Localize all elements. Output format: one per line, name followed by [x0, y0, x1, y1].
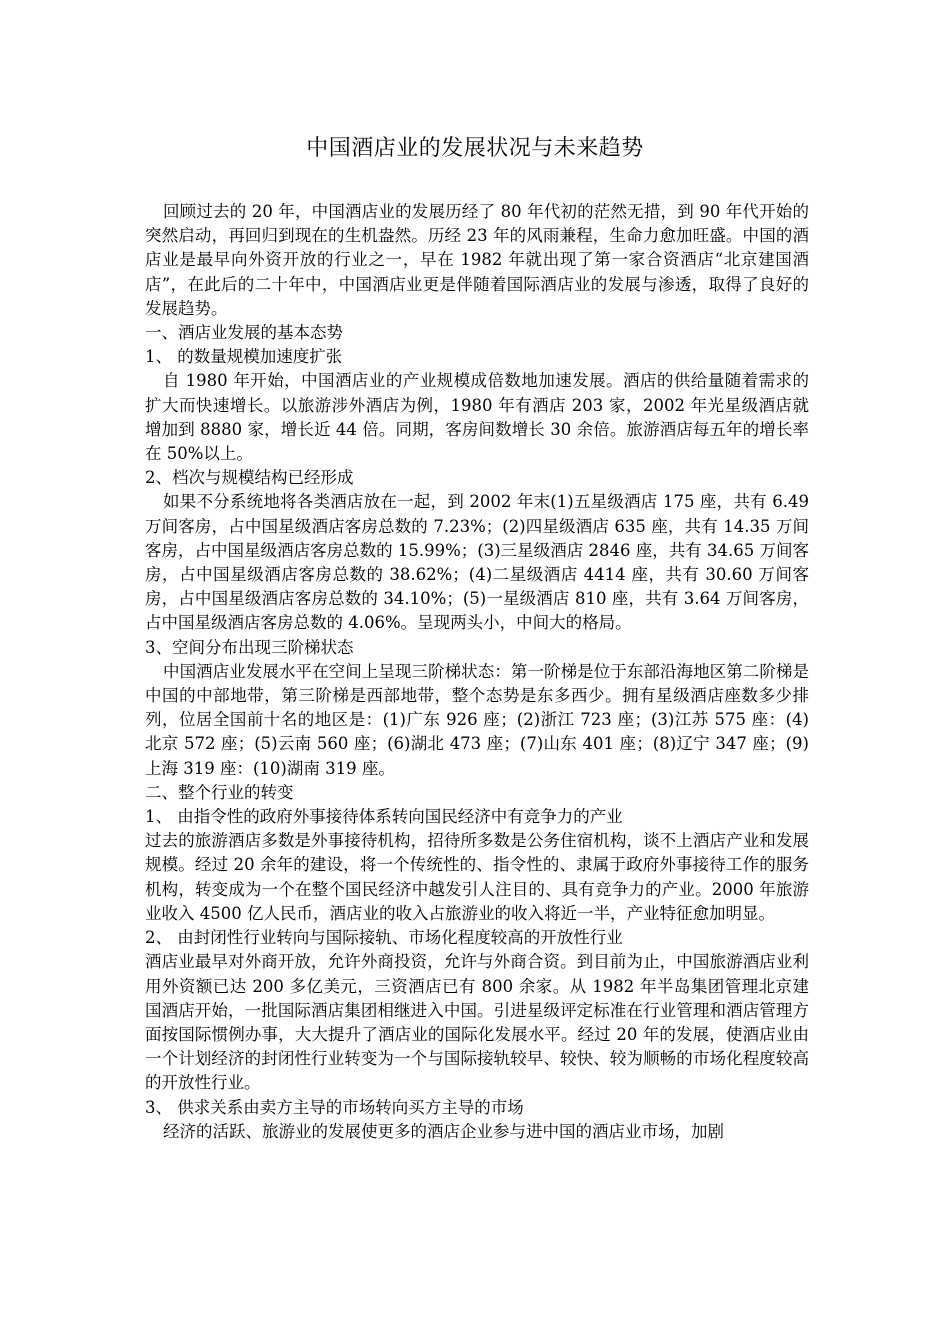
section-heading-2: 二、整个行业的转变 [145, 782, 294, 802]
paragraph-industry-transition: 过去的旅游酒店多数是外事接待机构，招待所多数是公务住宿机构，谈不上酒店产业和发展规模。经过 20 余年的建设，将一个传统性的、指令性的、隶属于政府外事接待工作的服务机构，转变成为一个在整个国民经济中越发引人注目的、具有竞争力的产业。2000 年旅游业收入 4500 亿人民币，酒店业的收入占旅游业的收入将近一半，产业特征愈加明显。 [145, 831, 809, 923]
document-title: 中国酒店业的发展状况与未来趋势 [306, 136, 644, 161]
subsection-heading-1-3: 3、空间分布出现三阶梯状态 [145, 637, 354, 657]
subsection-heading-2-3: 3、 供求关系由卖方主导的市场转向买方主导的市场 [145, 1097, 524, 1117]
paragraph-star-structure: 如果不分系统地将各类酒店放在一起，到 2002 年末(1)五星级酒店 175 座，共有 6.49 万间客房，占中国星级酒店客房总数的 7.23%；(2)四星级酒店 635 座，共有 14.35 万间客房，占中国星级酒店客房总数的 15.99%；(3)三星级酒店 2846 座，共有 34.65 万间客房，占中国星级酒店客房总数的 38.62%；(4)二星级酒店 4414 座，共有 30.60 万间客房，占中国星级酒店客房总数的 34.10%；(5)一星级酒店 810 座，共有 3.64 万间客房，占中国星级酒店客房总数的 4.06%。呈现两头小，中间大的格局。 [145, 492, 809, 633]
paragraph-scale-expansion: 自 1980 年开始，中国酒店业的产业规模成倍数地加速发展。酒店的供给量随着需求的扩大而快速增长。以旅游涉外酒店为例，1980 年有酒店 203 家，2002 年光星级酒店就增加到 8880 家，增长近 44 倍。同期，客房间数增长 30 余倍。旅游酒店每五年的增长率在 50%以上。 [145, 371, 809, 464]
subsection-heading-2-2: 2、 由封闭性行业转向与国际接轨、市场化程度较高的开放性行业 [145, 928, 623, 948]
intro-paragraph: 回顾过去的 20 年，中国酒店业的发展历经了 80 年代初的茫然无措，到 90 年代开始的突然启动，再回归到现在的生机盎然。历经 23 年的风雨兼程，生命力愈加旺盛。中国的酒店业是最早向外资开放的行业之一，早在 1982 年就出现了第一家合资酒店“北京建国酒店”，在此后的二十年中，中国酒店业更是伴随着国际酒店业的发展与渗透，取得了良好的发展趋势。 [145, 202, 809, 318]
paragraph-spatial-distribution: 中国酒店业发展水平在空间上呈现三阶梯状态：第一阶梯是位于东部沿海地区第二阶梯是中国的中部地带，第三阶梯是西部地带，整个态势是东多西少。拥有星级酒店座数多少排列，位居全国前十名的地区是：(1)广东 926 座；(2)浙江 723 座；(3)江苏 575 座：(4)北京 572 座；(5)云南 560 座；(6)湖北 473 座；(7)山东 401 座；(8)辽宁 347 座；(9)上海 319 座：(10)湖南 319 座。 [145, 661, 809, 778]
subsection-heading-1-2: 2、档次与规模结构已经形成 [145, 468, 354, 488]
subsection-heading-2-1: 1、 由指令性的政府外事接待体系转向国民经济中有竞争力的产业 [145, 807, 623, 827]
subsection-heading-1-1: 1、 的数量规模加速度扩张 [145, 347, 343, 367]
section-heading-1: 一、酒店业发展的基本态势 [145, 323, 343, 343]
document-body [145, 200, 809, 1144]
paragraph-opening-up: 酒店业最早对外商开放，允许外商投资，允许与外商合资。到目前为止，中国旅游酒店业利用外资额已达 200 多亿美元，三资酒店已有 800 余家。从 1982 年半岛集团管理北京建国酒店开始，一批国际酒店集团相继进入中国。引进星级评定标准在行业管理和酒店管理方面按国际惯例办事，大大提升了酒店业的国际化发展水平。经过 20 年的发展，使酒店业由一个计划经济的封闭性行业转变为一个与国际接轨较早、较快、较为顺畅的市场化程度较高的开放性行业。 [145, 952, 809, 1093]
paragraph-market-shift: 经济的活跃、旅游业的发展使更多的酒店企业参与进中国的酒店业市场，加剧 [163, 1121, 724, 1141]
